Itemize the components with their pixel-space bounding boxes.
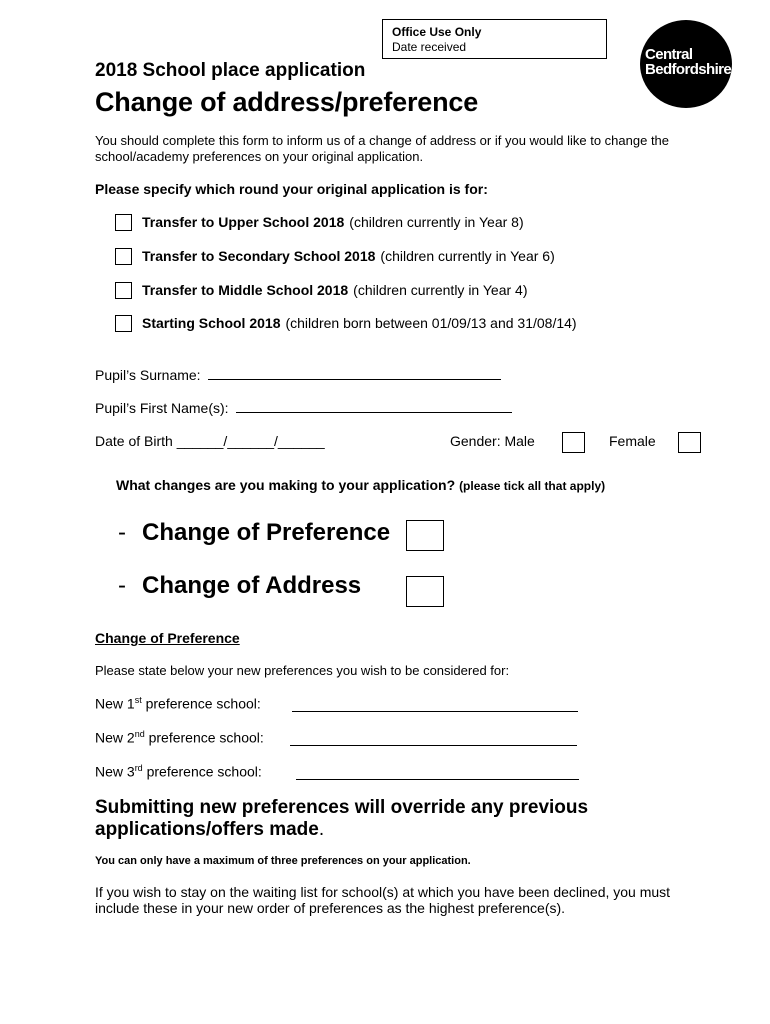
list-dash: - bbox=[118, 519, 126, 546]
gender-male-checkbox[interactable] bbox=[562, 432, 585, 453]
round-option-detail: (children currently in Year 4) bbox=[353, 282, 528, 298]
round-option-middle[interactable] bbox=[115, 279, 527, 301]
preference-2-input-line[interactable] bbox=[290, 733, 577, 746]
preference-1-input-line[interactable] bbox=[292, 699, 578, 712]
form-title: Change of address/preference bbox=[95, 87, 479, 117]
secondary-school-checkbox[interactable] bbox=[115, 248, 132, 265]
preference-row-1 bbox=[95, 695, 261, 712]
surname-label: Pupil’s Surname: bbox=[95, 367, 201, 383]
pref-suffix: preference school: bbox=[142, 763, 262, 780]
round-option-title: Transfer to Middle School 2018 bbox=[142, 282, 349, 298]
preference-intro: Please state below your new preferences you wish to be considered for: bbox=[95, 663, 510, 678]
office-use-title: Office Use Only bbox=[392, 25, 482, 39]
changes-question-main: What changes are you making to your application? bbox=[116, 477, 456, 493]
gender-male-label: Gender: Male bbox=[450, 433, 535, 449]
form-subtitle: 2018 School place application bbox=[95, 60, 366, 81]
middle-school-checkbox[interactable] bbox=[115, 282, 132, 299]
upper-school-checkbox[interactable] bbox=[115, 214, 132, 231]
round-option-title: Transfer to Upper School 2018 bbox=[142, 214, 345, 230]
round-option-detail: (children currently in Year 8) bbox=[349, 214, 524, 230]
surname-input-line[interactable] bbox=[208, 367, 501, 380]
override-warning-text: Submitting new preferences will override any previous applications/offers made bbox=[95, 797, 589, 840]
max-preferences-note: You can only have a maximum of three preferences on your application. bbox=[95, 855, 471, 867]
pref-prefix: New 2 bbox=[95, 729, 135, 746]
central-bedfordshire-logo bbox=[640, 20, 732, 108]
change-preference-checkbox[interactable] bbox=[406, 520, 444, 551]
round-question: Please specify which round your original application is for: bbox=[95, 181, 488, 197]
office-use-box bbox=[382, 19, 607, 59]
round-option-upper[interactable] bbox=[115, 211, 524, 233]
override-warning-dot: . bbox=[318, 819, 325, 840]
round-option-detail: (children currently in Year 6) bbox=[380, 248, 555, 264]
dob-row bbox=[95, 433, 325, 449]
pref-sup: st bbox=[134, 695, 142, 705]
override-warning bbox=[95, 797, 695, 841]
gender-female-label: Female bbox=[609, 433, 656, 449]
pref-suffix: preference school: bbox=[144, 729, 264, 746]
dob-input-blank[interactable]: ______/______/______ bbox=[176, 433, 325, 449]
changes-question-note: (please tick all that apply) bbox=[459, 479, 606, 493]
round-option-secondary[interactable] bbox=[115, 245, 555, 267]
change-address-checkbox[interactable] bbox=[406, 576, 444, 607]
pref-prefix: New 3 bbox=[95, 763, 135, 780]
pref-sup: rd bbox=[134, 763, 143, 773]
pref-suffix: preference school: bbox=[141, 695, 261, 712]
round-option-detail: (children born between 01/09/13 and 31/08/14) bbox=[285, 315, 577, 331]
round-option-title: Starting School 2018 bbox=[142, 315, 281, 331]
pref-prefix: New 1 bbox=[95, 695, 135, 712]
preference-3-input-line[interactable] bbox=[296, 767, 579, 780]
date-received-label: Date received bbox=[392, 40, 467, 54]
starting-school-checkbox[interactable] bbox=[115, 315, 132, 332]
change-preference-label: Change of Preference bbox=[142, 519, 391, 546]
first-name-row bbox=[95, 400, 512, 416]
change-preference-option bbox=[118, 519, 390, 547]
preference-row-2 bbox=[95, 729, 264, 746]
change-address-label: Change of Address bbox=[142, 572, 362, 599]
waiting-list-note: If you wish to stay on the waiting list for school(s) at which you have been declined, you must include these in your new order of preferences as the highest preference(s). bbox=[95, 884, 671, 916]
changes-question bbox=[116, 477, 605, 493]
list-dash: - bbox=[118, 572, 126, 599]
round-option-starting[interactable] bbox=[115, 312, 577, 334]
surname-row bbox=[95, 367, 501, 383]
pref-sup: nd bbox=[134, 729, 145, 739]
dob-label: Date of Birth bbox=[95, 433, 173, 449]
intro-text: You should complete this form to inform us of a change of address or if you would like to change the school/academy preferences on your original application. bbox=[95, 133, 670, 164]
first-name-label: Pupil’s First Name(s): bbox=[95, 400, 229, 416]
logo-line-2: Bedfordshire bbox=[645, 61, 732, 78]
gender-female-checkbox[interactable] bbox=[678, 432, 701, 453]
change-preference-heading: Change of Preference bbox=[95, 630, 240, 646]
preference-row-3 bbox=[95, 763, 262, 780]
round-option-title: Transfer to Secondary School 2018 bbox=[142, 248, 376, 264]
change-address-option bbox=[118, 572, 361, 600]
first-name-input-line[interactable] bbox=[236, 400, 512, 413]
logo-line-1: Central bbox=[645, 46, 693, 63]
